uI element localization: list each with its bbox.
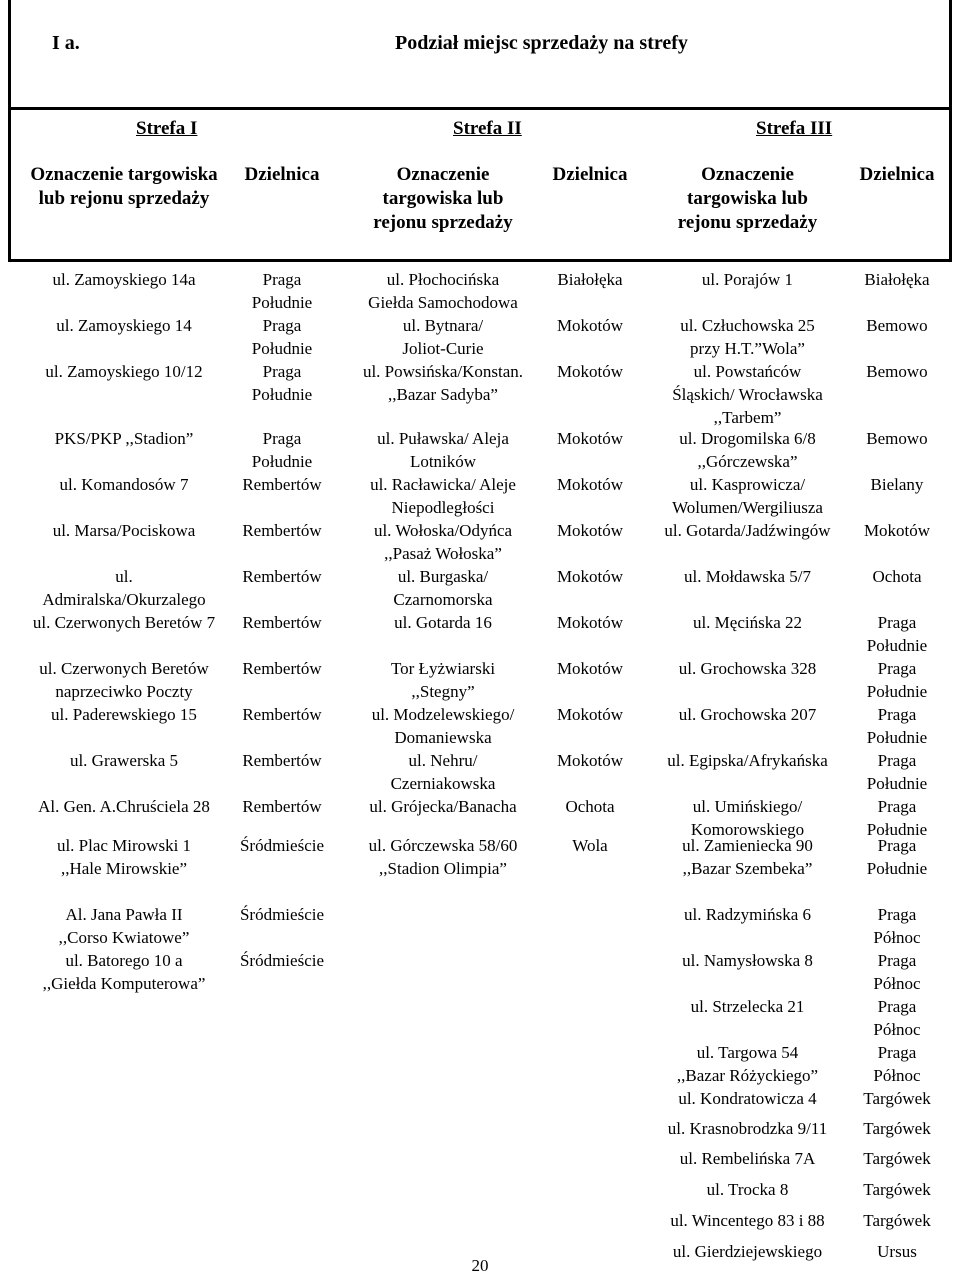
zone1-district-cell: Praga Południe xyxy=(251,429,313,471)
zone2-place-cell: ul. Gotarda 16 xyxy=(394,613,492,632)
zone1-place-cell: ul. Plac Mirowski 1 ,,Hale Mirowskie” xyxy=(56,836,192,878)
zone1-place-cell: ul. Paderewskiego 15 xyxy=(51,705,197,724)
zone2-place-cell: ul. Płochocińska Giełda Samochodowa xyxy=(368,270,518,312)
zone1-place-cell: ul. Komandosów 7 xyxy=(59,475,189,494)
zone1-place-cell: Al. Jana Pawła II ,,Corso Kwiatowe” xyxy=(58,905,190,947)
zone2-district-cell: Białołęka xyxy=(557,270,623,289)
zone3-place-cell: ul. Strzelecka 21 xyxy=(690,997,805,1016)
zone2-place-cell: ul. Grójecka/Banacha xyxy=(369,797,517,816)
zone2-district-cell: Mokotów xyxy=(556,316,624,335)
zone1-district-cell: Śródmieście xyxy=(239,905,325,924)
zone3-district-cell: Praga Północ xyxy=(873,905,921,947)
zone2-place-cell: ul. Bytnara/ Joliot-Curie xyxy=(402,316,484,358)
zone3-place-cell: ul. Kondratowicza 4 xyxy=(678,1089,817,1108)
zone3-place-cell: ul. Gotarda/Jadźwingów xyxy=(664,521,831,540)
zone2-district-cell: Ochota xyxy=(565,797,615,816)
zone3-district-cell: Praga Północ xyxy=(873,951,921,993)
zone3-place-cell: ul. Rembelińska 7A xyxy=(679,1149,816,1168)
zone-2-title: Strefa II xyxy=(453,118,522,139)
zone1-district-cell: Praga Południe xyxy=(251,362,313,404)
zone3-place-cell: ul. Wincentego 83 i 88 xyxy=(670,1211,825,1230)
zone2-place-cell: ul. Nehru/ Czerniakowska xyxy=(390,751,496,793)
zone2-district-cell: Mokotów xyxy=(556,521,624,540)
zone1-district-cell: Rembertów xyxy=(242,751,322,770)
zone3-place-cell: ul. Człuchowska 25 przy H.T.”Wola” xyxy=(680,316,815,358)
zone3-place-cell: ul. Grochowska 328 xyxy=(678,659,817,678)
zone1-district-cell: Rembertów xyxy=(242,659,322,678)
zone1-district-cell: Śródmieście xyxy=(239,836,325,855)
header-zone3-place: Oznaczenie targowiska lub rejonu sprzedaży xyxy=(677,164,818,233)
page-title: Podział miejsc sprzedaży na strefy xyxy=(395,32,688,54)
zone3-place-cell: ul. Mołdawska 5/7 xyxy=(683,567,812,586)
zone3-place-cell: ul. Egipska/Afrykańska xyxy=(667,751,828,770)
zone3-place-cell: ul. Męcińska 22 xyxy=(692,613,803,632)
zone3-place-cell: ul. Powstańców Śląskich/ Wrocławska ,,Tarbem” xyxy=(672,362,823,427)
zone1-place-cell: Al. Gen. A.Chruściela 28 xyxy=(38,797,210,816)
zone3-place-cell: ul. Namysłowska 8 xyxy=(682,951,813,970)
zone1-district-cell: Rembertów xyxy=(242,797,322,816)
zone1-place-cell: ul. Czerwonych Beretów naprzeciwko Poczty xyxy=(39,659,209,701)
zone3-place-cell: ul. Trocka 8 xyxy=(706,1180,789,1199)
zone2-district-cell: Wola xyxy=(572,836,608,855)
zone-3-title: Strefa III xyxy=(756,118,833,139)
zone2-place-cell: ul. Burgaska/ Czarnomorska xyxy=(393,567,493,609)
zone3-district-cell: Praga Południe xyxy=(866,751,928,793)
zone2-district-cell: Mokotów xyxy=(556,613,624,632)
zone2-place-cell: ul. Górczewska 58/60 ,,Stadion Olimpia” xyxy=(368,836,518,878)
zone1-district-cell: Rembertów xyxy=(242,475,322,494)
zone3-place-cell: ul. Umińskiego/ Komorowskiego xyxy=(690,797,805,839)
zone3-district-cell: Ochota xyxy=(872,567,922,586)
zone3-district-cell: Bemowo xyxy=(866,429,928,448)
zone3-place-cell: ul. Targowa 54 ,,Bazar Różyckiego” xyxy=(676,1043,819,1085)
zone3-district-cell: Targówek xyxy=(863,1149,931,1168)
zone3-district-cell: Praga Południe xyxy=(866,705,928,747)
zone2-place-cell: ul. Wołoska/Odyńca ,,Pasaż Wołoska” xyxy=(373,521,513,563)
zone3-district-cell: Bielany xyxy=(870,475,924,494)
header-zone3-district: Dzielnica xyxy=(859,164,935,185)
header-zone1-place: Oznaczenie targowiska lub rejonu sprzedaży xyxy=(30,164,218,209)
zone3-place-cell: ul. Gierdziejewskiego xyxy=(672,1242,823,1261)
zone3-district-cell: Bemowo xyxy=(866,362,928,381)
zone1-district-cell: Rembertów xyxy=(242,613,322,632)
zone-1-title: Strefa I xyxy=(136,118,198,139)
zone2-place-cell: ul. Racławicka/ Aleje Niepodległości xyxy=(370,475,516,517)
zone2-district-cell: Mokotów xyxy=(556,475,624,494)
header-zone2-place: Oznaczenie targowiska lub rejonu sprzedaży xyxy=(373,164,513,233)
zone2-district-cell: Mokotów xyxy=(556,659,624,678)
zone1-place-cell: ul. Marsa/Pociskowa xyxy=(52,521,196,540)
zone2-district-cell: Mokotów xyxy=(556,751,624,770)
zone1-place-cell: ul. Zamoyskiego 10/12 xyxy=(45,362,203,381)
zone3-district-cell: Praga Południe xyxy=(866,836,928,878)
zone1-district-cell: Rembertów xyxy=(242,567,322,586)
zone3-district-cell: Praga Południe xyxy=(866,613,928,655)
zone2-district-cell: Mokotów xyxy=(556,429,624,448)
zone3-district-cell: Praga Północ xyxy=(873,997,921,1039)
zone2-place-cell: ul. Powsińska/Konstan. ,,Bazar Sadyba” xyxy=(362,362,524,404)
zone3-district-cell: Targówek xyxy=(863,1119,931,1138)
zone3-district-cell: Praga Południe xyxy=(866,797,928,839)
header-zone2-district: Dzielnica xyxy=(552,164,628,185)
zone3-district-cell: Bemowo xyxy=(866,316,928,335)
zone1-place-cell: ul. Batorego 10 a ,,Giełda Komputerowa” xyxy=(42,951,206,993)
zone1-district-cell: Praga Południe xyxy=(251,270,313,312)
zone1-district-cell: Rembertów xyxy=(242,705,322,724)
zone1-place-cell: ul. Grawerska 5 xyxy=(69,751,179,770)
zone3-place-cell: ul. Krasnobrodzka 9/11 xyxy=(667,1119,828,1138)
zone2-place-cell: ul. Modzelewskiego/ Domaniewska xyxy=(371,705,515,747)
zone2-place-cell: Tor Łyżwiarski ,,Stegny” xyxy=(390,659,496,701)
zone3-place-cell: ul. Porajów 1 xyxy=(701,270,794,289)
zone3-district-cell: Targówek xyxy=(863,1211,931,1230)
zone1-place-cell: ul. Zamoyskiego 14a xyxy=(52,270,196,289)
zone3-place-cell: ul. Kasprowicza/ Wolumen/Wergiliusza xyxy=(672,475,823,517)
zone1-place-cell: ul. Zamoyskiego 14 xyxy=(56,316,192,335)
zone1-district-cell: Praga Południe xyxy=(251,316,313,358)
zone3-place-cell: ul. Drogomilska 6/8 ,,Górczewska” xyxy=(679,429,816,471)
zone1-place-cell: ul. Czerwonych Beretów 7 xyxy=(32,613,216,632)
zone2-district-cell: Mokotów xyxy=(556,567,624,586)
zone3-district-cell: Targówek xyxy=(863,1180,931,1199)
zone3-district-cell: Białołęka xyxy=(864,270,930,289)
title-row xyxy=(11,0,949,110)
header-zone1-district: Dzielnica xyxy=(244,164,320,185)
zone1-place-cell: ul. Admiralska/Okurzalego xyxy=(42,567,206,609)
zone3-district-cell: Praga Północ xyxy=(873,1043,921,1085)
zone2-district-cell: Mokotów xyxy=(556,362,624,381)
zone3-place-cell: ul. Zamieniecka 90 ,,Bazar Szembeka” xyxy=(682,836,813,878)
zone3-place-cell: ul. Radzymińska 6 xyxy=(683,905,811,924)
zone2-district-cell: Mokotów xyxy=(556,705,624,724)
zone3-district-cell: Ursus xyxy=(877,1242,917,1261)
page-number: 20 xyxy=(471,1256,489,1275)
zone1-district-cell: Śródmieście xyxy=(239,951,325,970)
zone3-place-cell: ul. Grochowska 207 xyxy=(678,705,817,724)
zone3-district-cell: Praga Południe xyxy=(866,659,928,701)
zone1-place-cell: PKS/PKP ,,Stadion” xyxy=(54,429,194,448)
zone2-place-cell: ul. Puławska/ Aleja Lotników xyxy=(377,429,509,471)
zone1-district-cell: Rembertów xyxy=(242,521,322,540)
zone3-district-cell: Targówek xyxy=(863,1089,931,1108)
section-label: I a. xyxy=(52,32,80,54)
zone3-district-cell: Mokotów xyxy=(863,521,931,540)
